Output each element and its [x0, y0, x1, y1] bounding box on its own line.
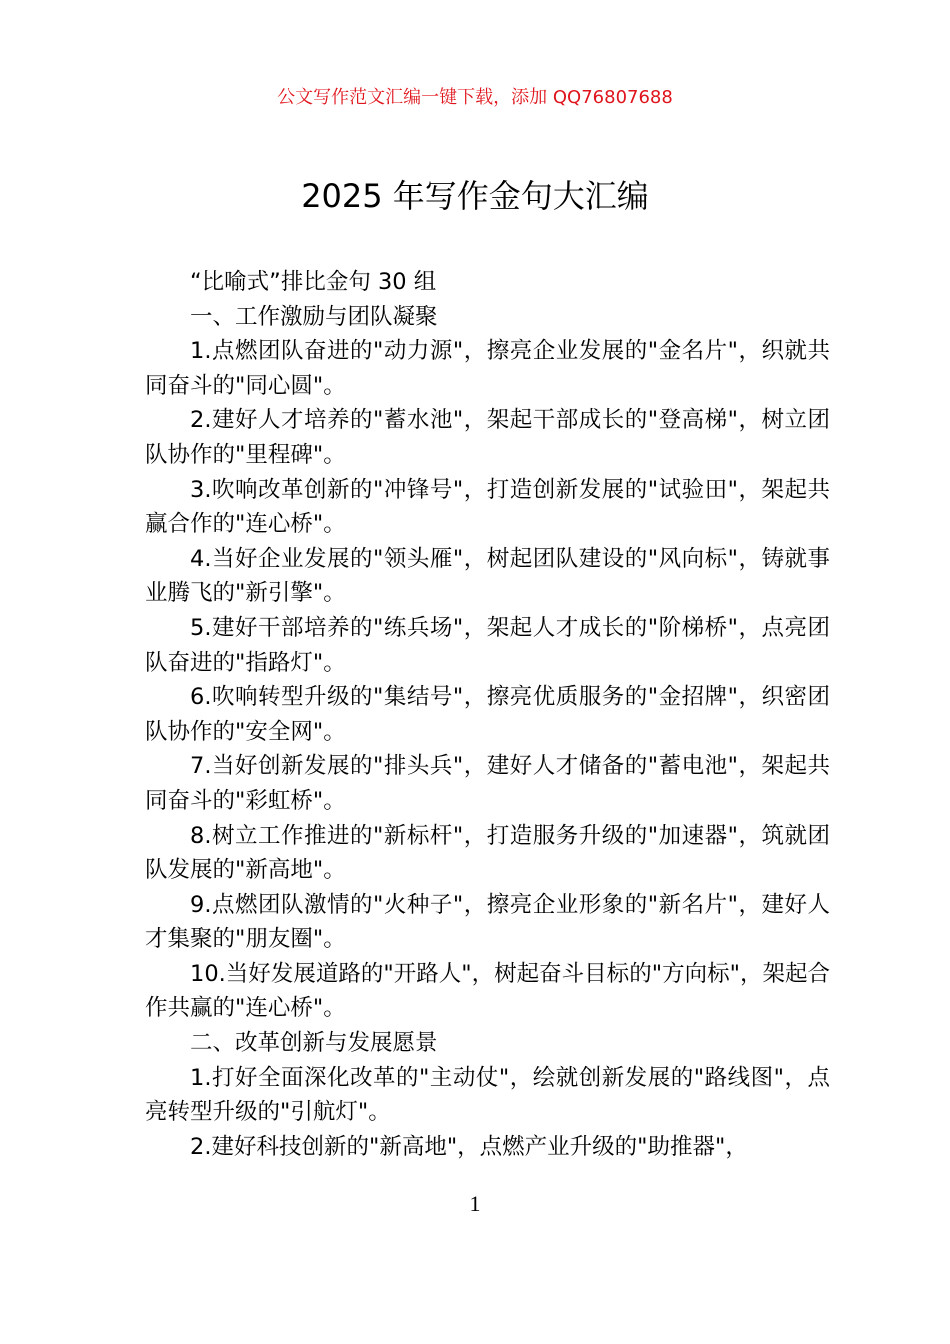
paragraph: 3.吹响改革创新的"冲锋号"，打造创新发展的"试验田"，架起共赢合作的"连心桥"。: [145, 476, 830, 538]
paragraph: 1.点燃团队奋进的"动力源"，擦亮企业发展的"金名片"，织就共同奋斗的"同心圆"。: [145, 338, 830, 399]
paragraph: 2.建好科技创新的"新高地"，点燃产业升级的"助推器"，: [190, 1133, 748, 1160]
section-subtitle: “比喻式”排比金句 30 组: [190, 269, 437, 295]
paragraph: 5.建好干部培养的"练兵场"，架起人才成长的"阶梯桥"，点亮团队奋进的"指路灯"。: [145, 614, 830, 676]
document-title: 2025 年写作金句大汇编: [301, 177, 649, 215]
paragraph: 4.当好企业发展的"领头雁"，树起团队建设的"风向标"，铸就事业腾飞的"新引擎"。: [145, 545, 830, 607]
paragraph: 10.当好发展道路的"开路人"，树起奋斗目标的"方向标"，架起合作共赢的"连心桥"。: [145, 960, 830, 1022]
section-heading: 二、改革创新与发展愿景: [190, 1030, 438, 1057]
paragraph: 1.打好全面深化改革的"主动仗"，绘就创新发展的"路线图"，点亮转型升级的"引航灯"。: [145, 1064, 830, 1126]
document-body: [145, 265, 830, 1164]
section-heading: 一、工作激励与团队凝聚: [190, 303, 438, 330]
paragraph: 7.当好创新发展的"排头兵"，建好人才储备的"蓄电池"，架起共同奋斗的"彩虹桥"。: [145, 753, 830, 814]
paragraph: 9.点燃团队激情的"火种子"，擦亮企业形象的"新名片"，建好人才集聚的"朋友圈"。: [145, 891, 830, 953]
paragraph: 6.吹响转型升级的"集结号"，擦亮优质服务的"金招牌"，织密团队协作的"安全网"。: [145, 684, 830, 745]
paragraph: 8.树立工作推进的"新标杆"，打造服务升级的"加速器"，筑就团队发展的"新高地"。: [145, 822, 830, 884]
download-banner: 公文写作范文汇编一键下载，添加 QQ76807688: [277, 87, 673, 108]
paragraph: 2.建好人才培养的"蓄水池"，架起干部成长的"登高梯"，树立团队协作的"里程碑"。: [145, 407, 830, 468]
page-number: 1: [469, 1191, 481, 1216]
